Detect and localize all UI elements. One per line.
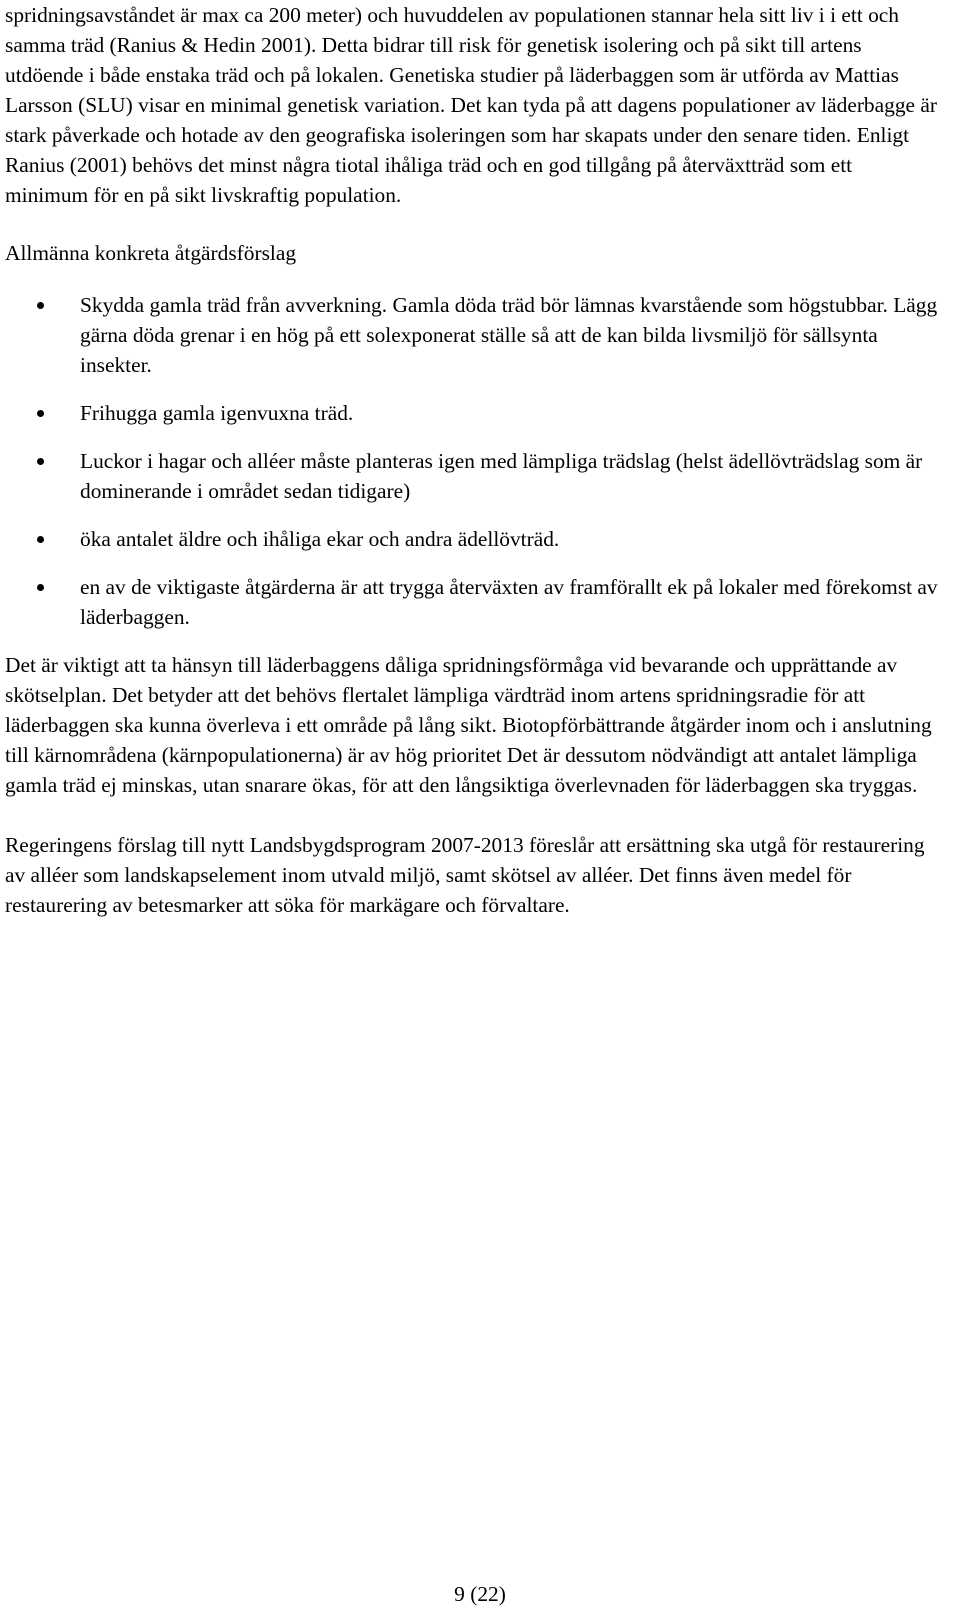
list-item-text: Skydda gamla träd från avverkning. Gamla döda träd bör lämnas kvarstående som högstubbar. Lägg gärna döda grenar i en hög på ett solexponerat ställe så att de kan bilda livsmiljö för sällsynta insekter. xyxy=(80,293,938,377)
bullet-icon xyxy=(37,302,44,309)
list-item-text: en av de viktigaste åtgärderna är att trygga återväxten av framförallt ek på lokaler med förekomst av läderbaggen. xyxy=(80,575,938,629)
list-item-text: öka antalet äldre och ihåliga ekar och andra ädellövträd. xyxy=(80,527,560,551)
list-item xyxy=(5,290,940,380)
list-item-text: Luckor i hagar och alléer måste planteras igen med lämpliga trädslag (helst ädellövträdslag som är dominerande i området sedan tidigare) xyxy=(80,449,923,503)
bullet-icon xyxy=(37,584,44,591)
body-paragraph-rural-programme: Regeringens förslag till nytt Landsbygdsprogram 2007-2013 föreslår att ersättning ska utgå för restaurering av alléer som landskapselement inom utvald miljö, samt skötsel av alléer. Det finns även medel för restaurering av betesmarker att söka för markägare och förvaltare. xyxy=(5,833,925,917)
list-item-text: Frihugga gamla igenvuxna träd. xyxy=(80,401,354,425)
list-item xyxy=(5,524,940,554)
bullet-icon xyxy=(37,458,44,465)
list-item xyxy=(5,446,940,506)
measures-list xyxy=(5,290,940,632)
body-paragraph-genetics: spridningsavståndet är max ca 200 meter) och huvuddelen av populationen stannar hela sitt liv i i ett och samma träd (Ranius & Hedin 2001). Detta bidrar till risk för genetisk isolering och på sikt till artens utdöende i både enstaka träd och på lokalen. Genetiska studier på läderbaggen som är utförda av Mattias Larsson (SLU) visar en minimal genetisk variation. Det kan tyda på att dagens populationer av läderbagge är stark påverkade och hotade av den geografiska isoleringen som har skapats under den senare tiden. Enligt Ranius (2001) behövs det minst några tiotal ihåliga träd och en god tillgång på återväxtträd som ett minimum för en på sikt livskraftig population. xyxy=(5,3,937,207)
body-paragraph-dispersal: Det är viktigt att ta hänsyn till läderbaggens dåliga spridningsförmåga vid bevarande och upprättande av skötselplan. Det betyder att det behövs flertalet lämpliga värdträd inom artens spridningsradie för att läderbaggen ska kunna överleva i ett område på lång sikt. Biotopförbättrande åtgärder inom och i anslutning till kärnområdena (kärnpopulationerna) är av hög prioritet Det är dessutom nödvändigt att antalet lämpliga gamla träd ej minskas, utan snarare ökas, för att den långsiktiga överlevnaden för läderbaggen ska tryggas. xyxy=(5,653,932,797)
page-number: 9 (22) xyxy=(454,1582,506,1606)
document-page xyxy=(5,0,940,920)
section-heading: Allmänna konkreta åtgärdsförslag xyxy=(5,241,297,265)
bullet-icon xyxy=(37,536,44,543)
list-item xyxy=(5,398,940,428)
list-item xyxy=(5,572,940,632)
bullet-icon xyxy=(37,410,44,417)
